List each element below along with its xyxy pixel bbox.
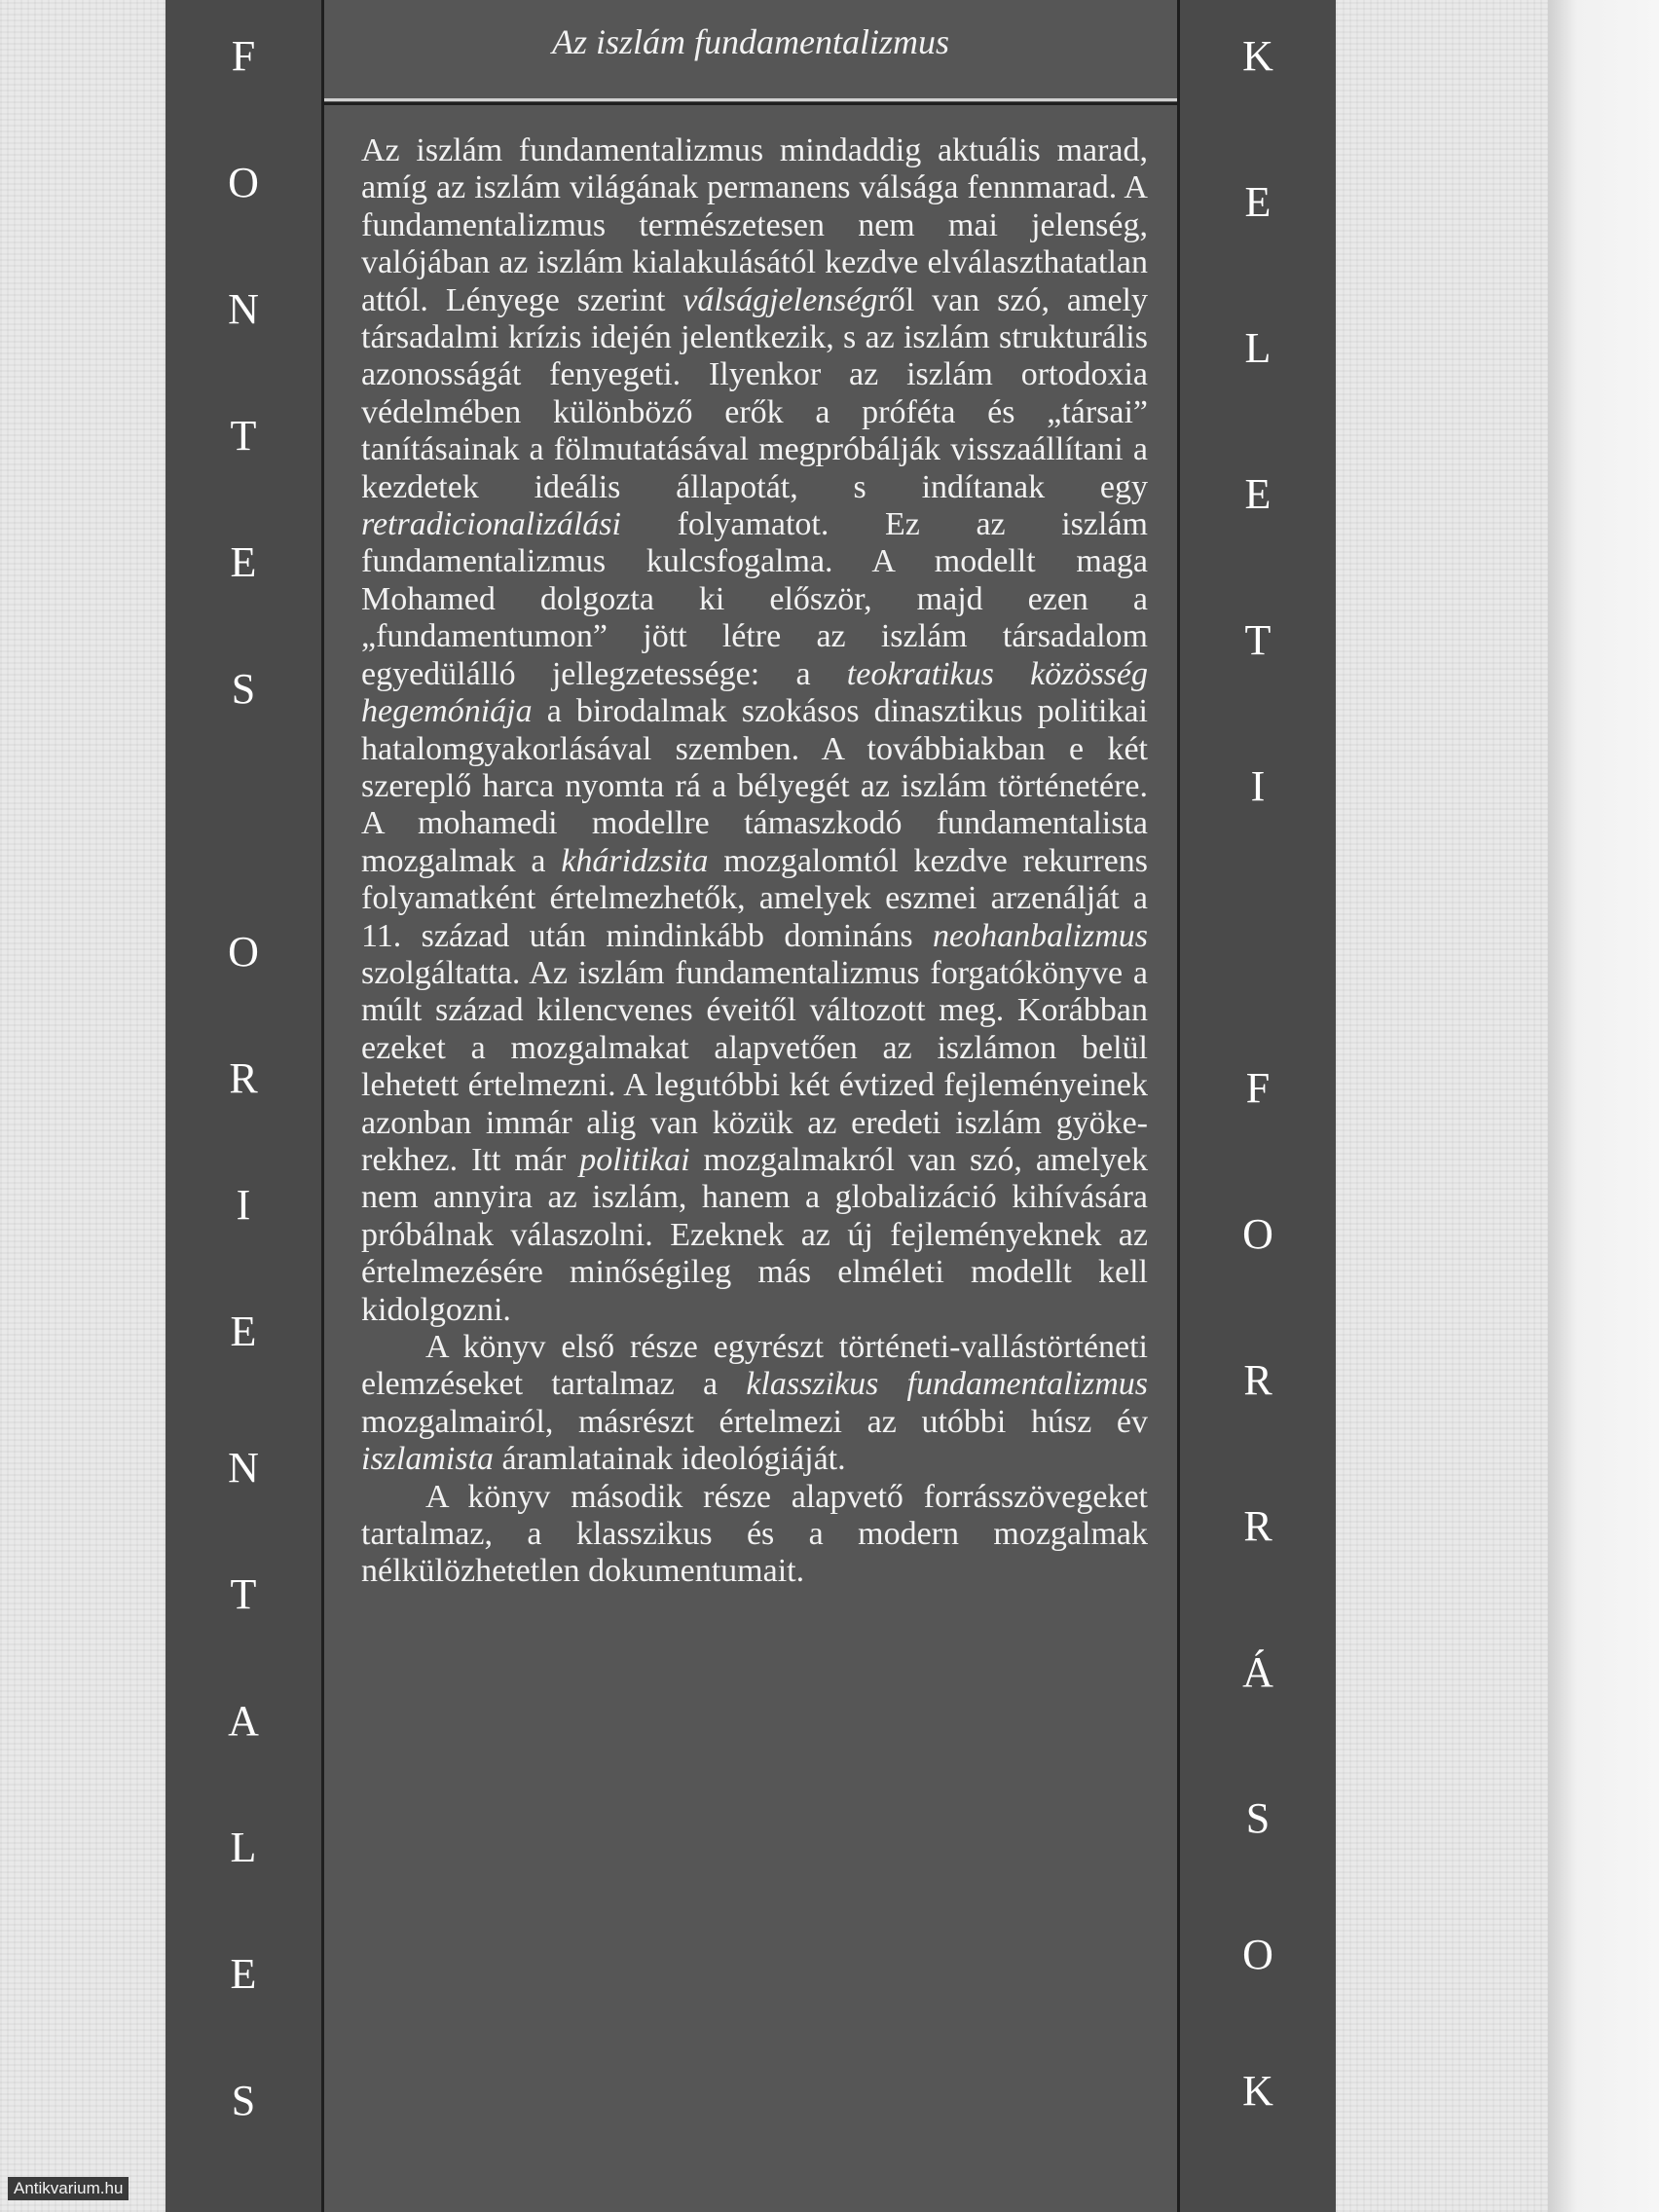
- text-segment: mozgalmakról van szó, amelyek nem annyira az iszlám, hanem a globalizáció kihívására próbálnak válaszolni. Ezeknek az új fejleményeknek az értelmezésére minőségileg más elméleti modellt kell kidolgozni.: [361, 1141, 1148, 1328]
- left-letter: T: [230, 412, 257, 460]
- right-letter: F: [1245, 1064, 1271, 1112]
- text-segment: a birodalmak szokásos dinasztikus politikai hatalomgyakorlásával szemben. A továbbiakban e két szereplő harca nyomta rá a bélyegét az iszlám történetére. A mohamedi modellre támaszkodó fundamentalista mozgalmak a: [361, 693, 1148, 879]
- text-segment: Az iszlám fundamentalizmus mindaddig aktuális marad, amíg az iszlám világának permanens válsága fennmarad. A fundamentalizmus természetesen nem mai jelenség, valójában az iszlám kialakulásától kezdve elválaszthatatlan attól. Lényege szerint: [361, 132, 1148, 318]
- text-segment: A könyv első része egyrészt történeti-vallástörténeti elemzéseket tartalmaz a: [361, 1329, 1148, 1403]
- right-letter: K: [1242, 32, 1273, 80]
- text-segment: folyamatot. Ez az iszlám fundamentalizmus kulcsfogalma. A modellt maga Mohamed dolgozta ki először, majd ezen a „fundamentumon” jött létre az iszlám társadalom egyedülálló jellegzetessége: a: [361, 506, 1148, 692]
- left-letter: E: [230, 538, 257, 586]
- paragraph-2: [361, 1329, 1148, 1479]
- text-segment: szolgáltatta. Az iszlám fundamentalizmus forgatókönyve a múlt század kilencvenes éveitől változott meg. Korábban ezeket a mozgalmakat alapvetően az iszlámon belül lehetett értelmezni. A legutóbbi két évtized fejleményeinek azonban immár alig van közük az eredeti iszlám gyökerekhez. Itt már: [361, 954, 1148, 1178]
- right-letter: O: [1242, 1931, 1273, 1978]
- right-letter: K: [1242, 2067, 1273, 2115]
- left-letter: E: [230, 1950, 257, 1998]
- left-letter: O: [228, 159, 259, 206]
- left-letter-column: [166, 0, 321, 2212]
- body-text: [361, 132, 1148, 1591]
- text-segment: ről van szó, amely társadalmi krízis idején jelentkezik, s az iszlám strukturális azonosságát fenyegeti. Ilyenkor az iszlám ortodoxia védelmében különböző erők a próféta és „társai” tanításainak a fölmutatásával megpróbálják visszaállítani a kezdetek ideális állapotát, s indítanak egy: [361, 281, 1148, 505]
- left-letter: A: [228, 1697, 259, 1745]
- left-letter: S: [231, 2077, 256, 2124]
- right-letter: R: [1243, 1356, 1272, 1404]
- left-letter: S: [231, 665, 256, 713]
- right-letter: R: [1243, 1502, 1272, 1550]
- left-letter: R: [229, 1054, 258, 1102]
- emphasis: politikai: [579, 1141, 690, 1178]
- paragraph-1: [361, 132, 1148, 1329]
- right-letter: S: [1245, 1794, 1271, 1842]
- emphasis: neohanbalizmus: [933, 917, 1148, 954]
- paragraph-3: A könyv második része alapvető forrásszövegeket tartalmaz, a klasszikus és a modern mozgalmak nélkülözhetetlen dokumentumait.: [361, 1478, 1148, 1590]
- left-letter: N: [228, 285, 259, 333]
- page-title: Az iszlám fundamentalizmus: [551, 22, 950, 61]
- page-edge: [1548, 0, 1659, 2212]
- left-letter: F: [231, 32, 256, 80]
- text-segment: mozgalomtól kezdve rekurrens folyamatként értelmezhetők, amelyek eszmei arzenálját a 11. század után mindinkább domináns: [361, 842, 1148, 954]
- text-segment: áramlatainak ideológiáját.: [494, 1441, 846, 1478]
- emphasis: klasszikus fundamentalizmus: [746, 1366, 1148, 1403]
- header: [324, 0, 1177, 105]
- left-letter: O: [228, 928, 259, 976]
- right-letter: L: [1244, 324, 1272, 372]
- watermark: Antikvarium.hu: [8, 2177, 129, 2200]
- right-letter: O: [1242, 1210, 1273, 1258]
- right-letter: E: [1244, 178, 1272, 226]
- right-letter: I: [1250, 762, 1266, 810]
- emphasis: válságjelenség: [682, 281, 878, 318]
- right-letter: E: [1244, 470, 1272, 518]
- left-letter: I: [236, 1181, 251, 1229]
- right-letter: T: [1244, 616, 1272, 664]
- left-letter: T: [230, 1570, 257, 1618]
- text-panel: [321, 0, 1180, 2212]
- emphasis: iszlamista: [361, 1441, 495, 1478]
- emphasis: kháridzsita: [561, 842, 709, 879]
- left-letter: N: [228, 1444, 259, 1492]
- right-letter-column: [1180, 0, 1336, 2212]
- header-divider: [324, 98, 1177, 101]
- left-letter: E: [230, 1308, 257, 1355]
- emphasis: retradicionalizálási: [361, 506, 621, 543]
- right-letter: Á: [1242, 1648, 1273, 1696]
- emphasis: teokratikus közösség hegemóniája: [361, 655, 1148, 730]
- text-segment: mozgalmairól, másrészt értelmezi az utóbbi húsz év: [361, 1403, 1148, 1440]
- left-letter: L: [230, 1824, 257, 1871]
